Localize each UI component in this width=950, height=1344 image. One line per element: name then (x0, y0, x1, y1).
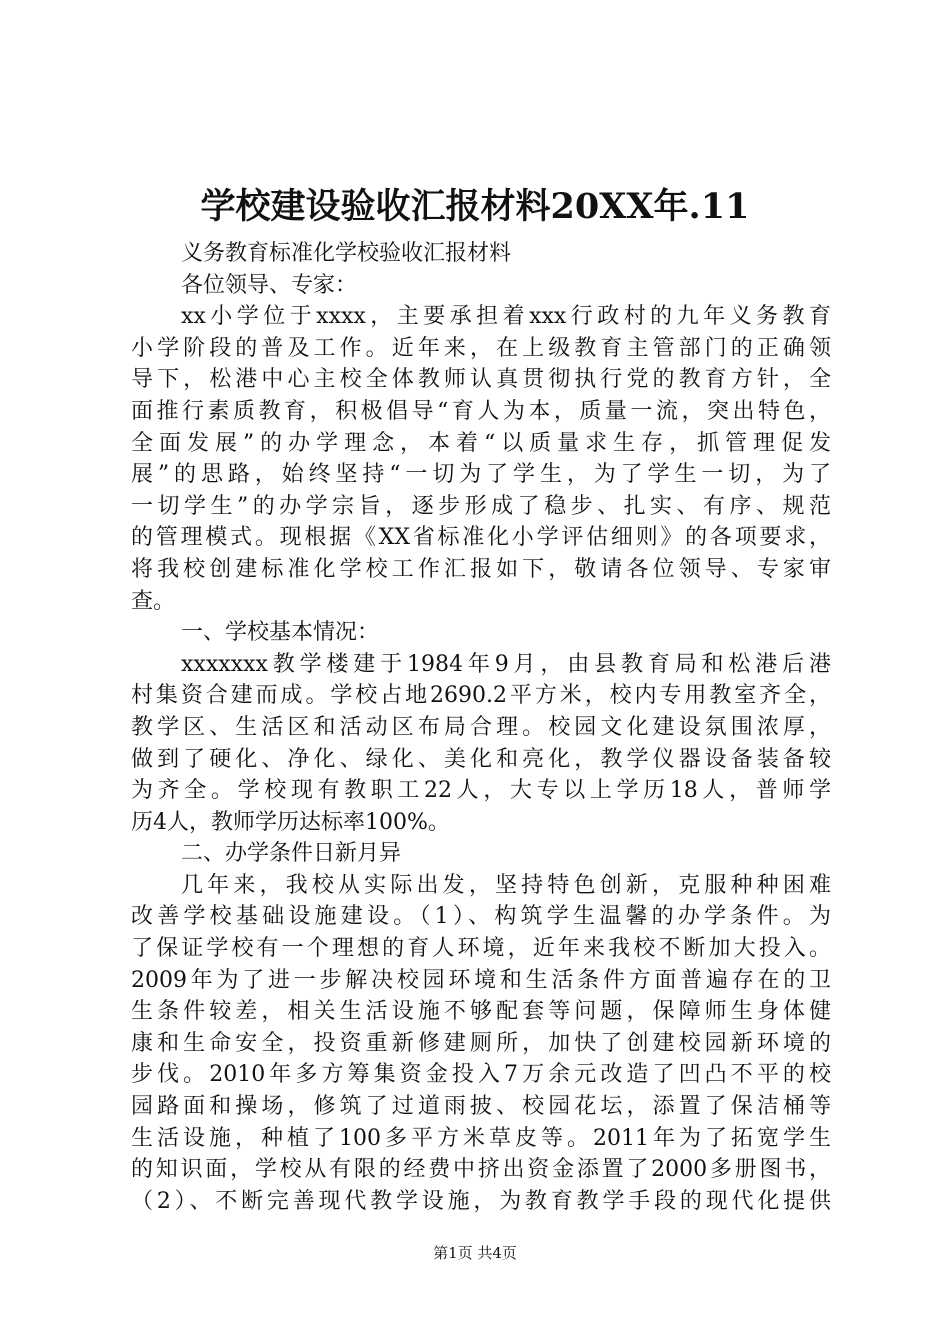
body-text-line: 改善学校基础设施建设。（1）、构筑学生温馨的办学条件。为 (131, 904, 831, 930)
body-text-line: 展”的思路，始终坚持“一切为了学生，为了学生一切，为了 (131, 462, 831, 488)
body-text-line: 各位领导、专家： (181, 272, 358, 298)
body-text-line: 教学区、生活区和活动区布局合理。校园文化建设氛围浓厚， (131, 714, 831, 740)
body-text-line: 生活设施，种植了100多平方米草皮等。2011年为了拓宽学生 (131, 1125, 831, 1151)
body-text-line: 的管理模式。现根据《XX省标准化小学评估细则》的各项要求， (131, 525, 831, 551)
body-text-line: 2009年为了进一步解决校园环境和生活条件方面普遍存在的卫 (131, 967, 831, 993)
body-text-line: 全面发展”的办学理念，本着“以质量求生存，抓管理促发 (131, 430, 831, 456)
body-text-line: 康和生命安全，投资重新修建厕所，加快了创建校园新环境的 (131, 1030, 831, 1056)
body-text-line: 将我校创建标准化学校工作汇报如下，敬请各位领导、专家审 (131, 556, 831, 582)
body-text-line: 的知识面，学校从有限的经费中挤出资金添置了2000多册图书， (131, 1157, 831, 1183)
body-text-line: 几年来，我校从实际出发，坚持特色创新，克服种种困难 (181, 872, 831, 898)
body-text-line: 小学阶段的普及工作。近年来，在上级教育主管部门的正确领 (131, 335, 831, 361)
body-text-line: 步伐。2010年多方筹集资金投入7万余元改造了凹凸不平的校 (131, 1062, 831, 1088)
body-text-line: xxxxxxx教学楼建于1984年9月，由县教育局和松港后港 (181, 651, 831, 677)
body-text-line: 生条件较差，相关生活设施不够配套等问题，保障师生身体健 (131, 999, 831, 1025)
body-text-line: 义务教育标准化学校验收汇报材料 (181, 241, 512, 266)
body-text-line: （2）、不断完善现代教学设施，为教育教学手段的现代化提供 (131, 1188, 831, 1214)
body-text-line: 历4人，教师学历达标率100%。 (131, 809, 450, 835)
body-text-line: 导下，松港中心主校全体教师认真贯彻执行党的教育方针，全 (131, 367, 831, 393)
page-number: 第1页 共4页 (433, 1244, 517, 1262)
body-text-line: 为齐全。学校现有教职工22人，大专以上学历18人，普师学 (131, 778, 831, 804)
document-body (131, 238, 831, 1217)
body-text-line: 园路面和操场，修筑了过道雨披、校园花坛，添置了保洁桶等 (131, 1094, 831, 1120)
body-text-line: 村集资合建而成。学校占地2690.2平方米，校内专用教室齐全， (131, 683, 831, 709)
document-title: 学校建设验收汇报材料20XX年.11 (200, 186, 750, 227)
body-text-line: 查。 (131, 588, 176, 614)
body-text-line: 一、学校基本情况： (181, 620, 380, 646)
body-text-line: xx小学位于xxxx，主要承担着xxx行政村的九年义务教育 (181, 304, 831, 330)
body-text-line: 面推行素质教育，积极倡导“育人为本，质量一流，突出特色， (131, 398, 831, 424)
body-text-line: 做到了硬化、净化、绿化、美化和亮化，教学仪器设备装备较 (131, 746, 831, 772)
body-text-line: 了保证学校有一个理想的育人环境，近年来我校不断加大投入。 (131, 936, 831, 962)
body-text-line: 一切学生”的办学宗旨，逐步形成了稳步、扎实、有序、规范 (131, 493, 831, 519)
body-text-line: 二、办学条件日新月异 (181, 841, 402, 867)
